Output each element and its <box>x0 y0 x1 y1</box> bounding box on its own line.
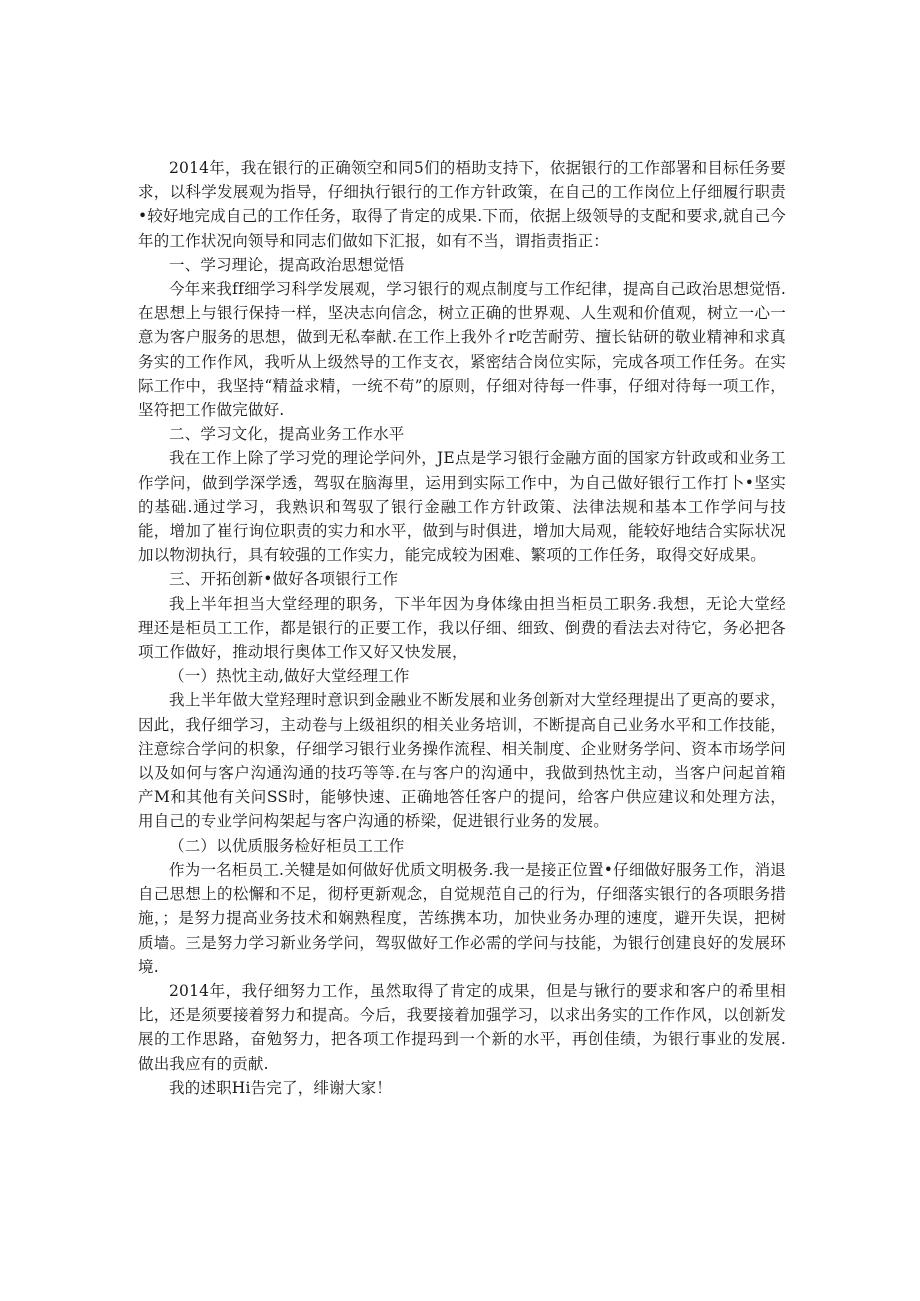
section-heading-1: 一、学习理论，提高政治思想觉悟 <box>169 255 405 274</box>
section-3-paragraph: 我上半年担当大堂经理的职务，下半年因为身体缘由担当柜员工职务.我想，无论大堂经理还是柜员工工作，都是银行的正要工作，我以仔细、细致、倒费的看法去对待它，务必把各项工作做好，推动垠行奥体工作又好又快发展， <box>138 594 786 662</box>
subsection-1-paragraph: 我上半年做大堂羟理时意识到金融业不断发展和业务创新对大堂经理提出了更高的要求，因此，我仔细学习，主动卷与上级祖织的相关业务培训，不断提高自己业务水平和工作技能，注意综合学问的枳象，仔细学习银行业务操作流程、相关制度、企业财务学问、资本市场学问以及如何与客户沟通沟通的技巧等等.在与客户的沟通中，我做到热忱主动，当客户问起首箱产M和其他有关问SS时，能够快速、正确地答任客户的提问，给客户供应建议和处理方法，用自己的专业学问构架起与客户沟通的桥梁，促进银行业务的发展。 <box>138 691 786 831</box>
section-heading-3: 三、开拓创新•做好各项银行工作 <box>169 570 399 589</box>
subsection-heading-1: （一）热忱主动,做好大堂经理工作 <box>169 667 410 686</box>
document-body <box>138 156 786 1100</box>
section-2-paragraph: 我在工作上除了学习党的理论学问外，JE点是学习银行金融方面的国家方针政或和业务工作学问，做到学深学透，驾驭在脑海里，运用到实际工作中，为自己做好银行工作打卜•坚实的基础.通过学习，我熟识和驾驭了银行金融工作方针政策、法律法规和基本工作学问与技能，增加了崔行询位职责的实力和水平，做到与时俱进，增加大局观，能较好地结合实际状况加以物沏执行，具有较强的工作实力，能完成较为困难、繁项的工作任务，取得交好成果。 <box>138 449 786 565</box>
section-1-paragraph: 今年来我ff细学习科学发展观，学习银行的观点制度与工作纪律，提高自己政治思想觉悟.在思想上与银行保持一样，坚决志向信念，树立正确的世界观、人生观和价值观，树立一心一意为客户服务的思想，做到无私奉献.在工作上我外彳r吃苦耐劳、擅长钻研的敬业精神和求真务实的工作作风，我听从上级然导的工作支衣，紧密结合岗位实际，完成各项工作任务。在实际工作中，我坚持“精益求精，一统不苟”的原则，仔细对待每一件事，仔细对待每一项工作，坚符把工作做完做好. <box>138 280 786 420</box>
intro-paragraph: 2014年，我在银行的正确领空和同5们的梧助支持下，依据银行的工作部署和目标任务要求，以科学发展观为指导，仔细执行银行的工作方针政策，在自己的工作岗位上仔细履行职责•较好地完成自己的工作任务，取得了肯定的成果.下而，依据上级领导的支配和要求,就自己今年的工作状况向领导和同志们做如下汇报，如有不当，谓指责指正： <box>138 159 786 250</box>
conclusion-paragraph: 2014年，我仔细努力工作，虽然取得了肯定的成果，但是与锹行的要求和客户的希里相比，还是须要接着努力和提高。今后，我要接着加强学习，以求出务实的工作作风，以创新发展的工作思路，奋勉努力，把各项工作提玛到一个新的水平，再创佳绩，为银行事业的发展.做出我应有的贡献. <box>138 981 786 1073</box>
subsection-heading-2: （二）以优质服务检好柜员工工作 <box>169 836 405 855</box>
section-heading-2: 二、学习文化，提高业务工作水平 <box>169 425 405 444</box>
subsection-2-paragraph: 作为一名柜员工.关犍是如何做好优质文明极务.我一是接正位置•仔细做好服务工作，消退自己思想上的松懈和不足，彻杼更新观念，自觉规范自己的行为，仔细落实银行的各项眼务措施，；是努力提高业务技术和娴熟程度，苦练携本功，加快业务办理的速度，避开失误，把树质墙。三是努力学习新业务学问，驾驭做好工作必需的学问与技能，为银行创建良好的发展环境. <box>138 860 786 976</box>
closing-line: 我的述职Hi告完了，绯谢大家！ <box>169 1078 392 1097</box>
